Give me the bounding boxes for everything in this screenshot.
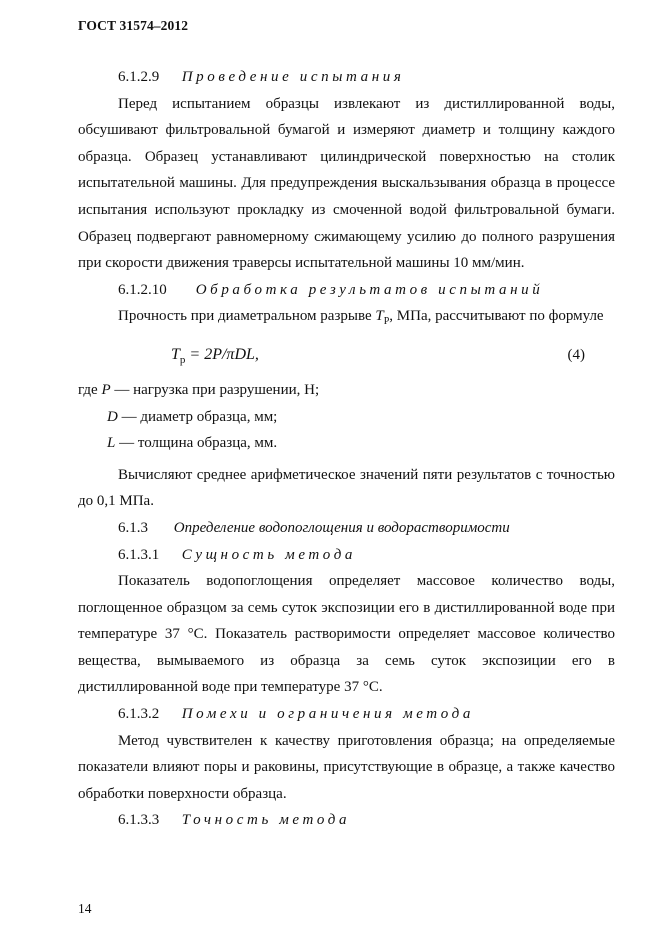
section-title: Проведение испытания <box>181 69 405 85</box>
formula-lhs-subscript: р <box>179 354 186 367</box>
section-number: 6.1.3.2 <box>118 706 160 723</box>
document-body <box>78 64 615 834</box>
section-heading-6-1-3-1 <box>78 542 615 569</box>
where-text: — толщина образца, мм. <box>115 435 278 452</box>
section-title: Сущность метода <box>181 546 356 563</box>
where-item-d <box>78 404 615 431</box>
where-item-p <box>78 377 615 404</box>
where-item-l <box>78 430 615 457</box>
equation-number: (4) <box>567 346 585 363</box>
text-fragment: Прочность при диаметральном разрыве <box>118 308 376 325</box>
formula-expression <box>171 342 259 374</box>
section-number: 6.1.2.10 <box>118 281 167 298</box>
page-number: 14 <box>78 901 92 916</box>
where-symbol: D <box>107 408 118 425</box>
section-heading-6-1-3 <box>78 515 615 542</box>
document-header: ГОСТ 31574–2012 <box>78 18 189 33</box>
where-text: — нагрузка при разрушении, Н; <box>110 381 320 398</box>
paragraph-test-procedure: Перед испытанием образцы извлекают из дистиллированной воды, обсушивают фильтровальной бумагой и измеряют диаметр и толщину каждого образца. Образец устанавливают цилиндрической поверхностью на столик испытательной машины. Для предупреждения выскальзывания образца в процессе испытания используют прокладку из смоченной водой фильтровальной бумаги. Образец подвергают равномерному сжимающему усилию до полного разрушения при скорости движения траверсы испытательной машины 10 мм/мин. <box>78 95 615 272</box>
section-heading-6-1-3-2 <box>78 701 615 728</box>
section-heading-6-1-2-9 <box>78 64 615 91</box>
section-title: Точность метода <box>181 812 351 829</box>
section-title: Определение водопоглощения и водорастворимости <box>173 519 510 536</box>
paragraph-average: Вычисляют среднее арифметическое значений пяти результатов с точностью до 0,1 МПа. <box>78 466 615 510</box>
symbol-t: T <box>375 308 384 325</box>
paragraph-strength-formula-intro <box>78 303 615 336</box>
where-symbol: P <box>101 381 111 398</box>
paragraph-method-limitations: Метод чувствителен к качеству приготовления образца; на определяемые показатели влияют поры и раковины, присутствующие в образце, а также качество обработки поверхности образца. <box>78 732 615 802</box>
where-prefix: где <box>78 381 102 398</box>
section-title: Помехи и ограничения метода <box>181 706 474 723</box>
section-number: 6.1.3.3 <box>118 812 160 829</box>
paragraph-method-essence: Показатель водопоглощения определяет массовое количество воды, поглощенное образцом за семь суток экспозиции его в дистиллированной воде при температуре 37 °С. Показатель растворимости определяет массовое количество вещества, вымываемого из образца за семь суток экспозиции его в дистиллированной воде при температуре 37 °С. <box>78 573 615 696</box>
formula-lhs: T <box>171 345 180 363</box>
text-fragment: , МПа, рассчитывают по формуле <box>389 308 604 325</box>
symbol-subscript: Р <box>383 316 390 328</box>
formula-rhs: = 2P/πDL, <box>185 345 259 363</box>
section-number: 6.1.2.9 <box>118 69 160 85</box>
section-heading-6-1-2-10 <box>78 277 615 304</box>
section-number: 6.1.3.1 <box>118 546 160 563</box>
section-number: 6.1.3 <box>118 519 148 536</box>
formula-4 <box>78 342 615 372</box>
where-text: — диаметр образца, мм; <box>117 408 278 425</box>
where-symbol: L <box>107 435 116 452</box>
section-title: Обработка результатов испытаний <box>195 281 544 298</box>
section-heading-6-1-3-3 <box>78 807 615 834</box>
